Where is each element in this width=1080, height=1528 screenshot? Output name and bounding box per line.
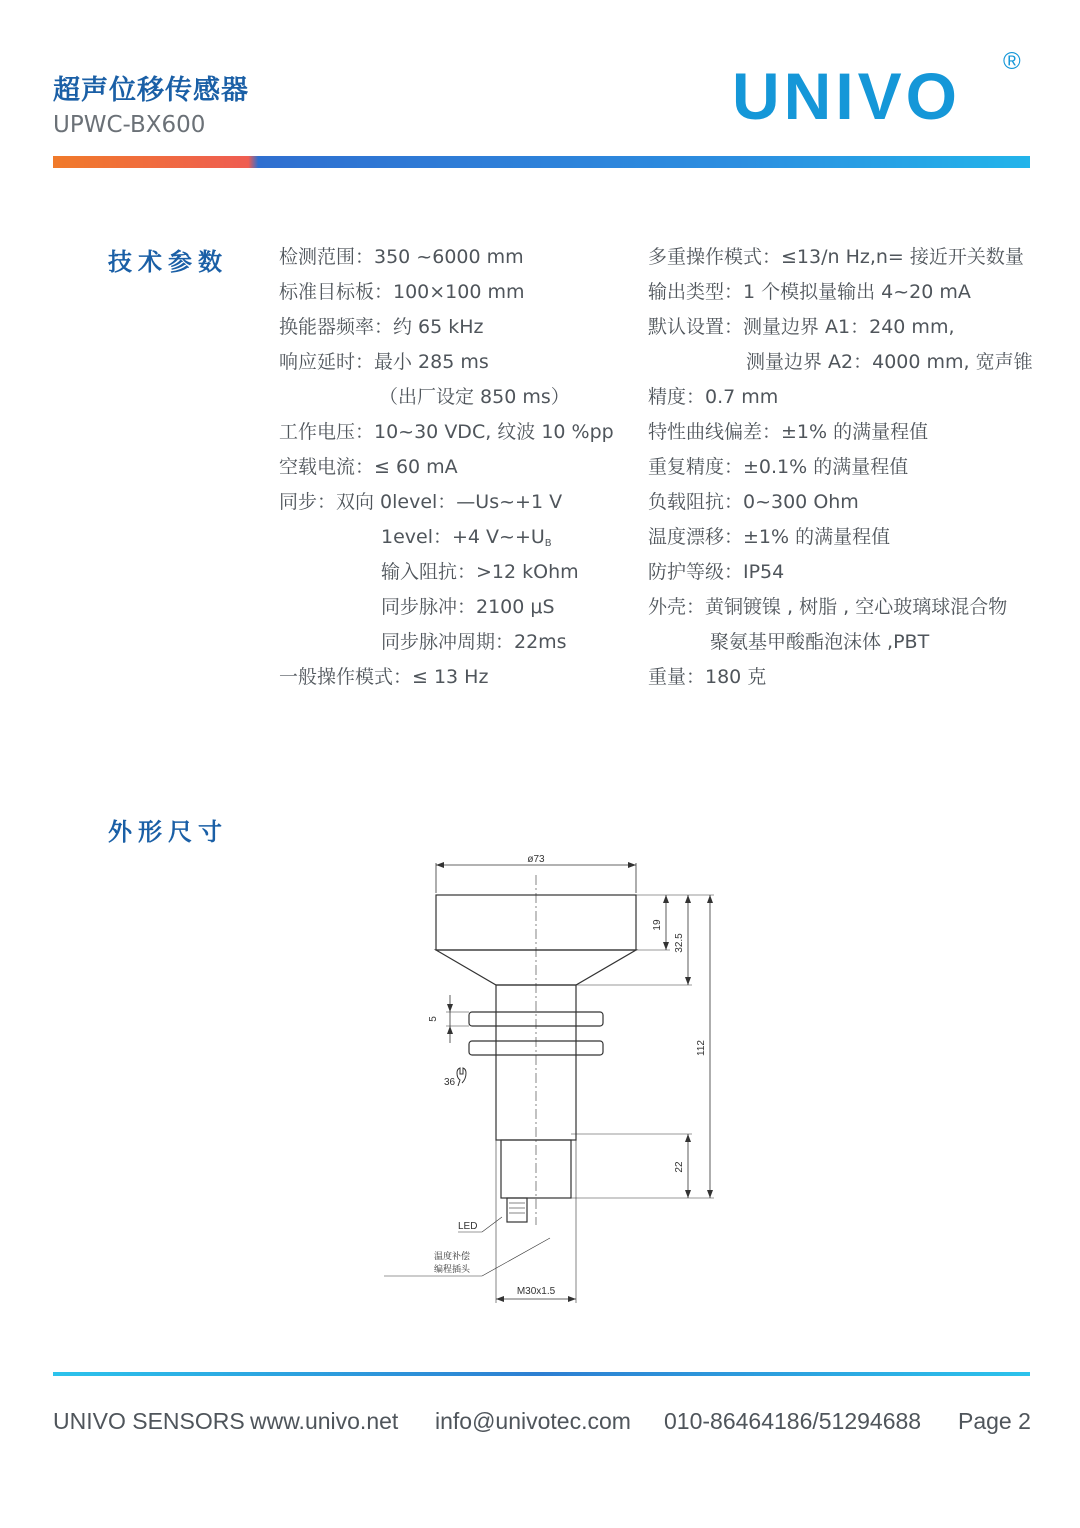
spec-target-plate: 标准目标板：100×100 mm [279, 281, 525, 303]
temp-compensation-label-1: 温度补偿 [434, 1251, 471, 1261]
spec-detection-range: 检测范围：350 ~6000 mm [279, 246, 524, 268]
spec-housing: 外壳：黄铜镀镍 , 树脂 , 空心玻璃球混合物 [648, 596, 1008, 618]
spec-sync-1level-text: 1evel：+4 V~+U [381, 526, 545, 548]
product-title: 超声位移传感器 [53, 75, 249, 106]
wrench-size-label: 36 [444, 1077, 456, 1088]
dimension-drawing [370, 845, 730, 1310]
sensor-head [436, 895, 636, 950]
brand-logo: UNIVO [732, 59, 962, 133]
spec-load-impedance: 负载阻抗：0~300 Ohm [648, 491, 859, 513]
spec-multiplex-mode: 多重操作模式：≤13/n Hz,n= 接近开关数量 [648, 246, 1024, 268]
dimensions-section-title: 外形尺寸 [108, 818, 228, 846]
temp-compensation-label-2: 编程插头 [434, 1264, 471, 1274]
spec-sync-pulse-period: 同步脉冲周期：22ms [381, 631, 567, 653]
spec-default-a1: 默认设置：测量边界 A1：240 mm, [648, 316, 955, 338]
spec-normal-mode: 一般操作模式：≤ 13 Hz [279, 666, 489, 688]
spec-response-delay: 响应延时：最小 285 ms [279, 351, 489, 373]
spec-sync-pulse: 同步脉冲：2100 μS [381, 596, 555, 618]
subscript-b: B [544, 538, 552, 549]
dim-5-label: 5 [428, 1016, 439, 1022]
spec-input-impedance: 输入阻抗：>12 kOhm [381, 561, 579, 583]
product-model: UPWC-BX600 [53, 112, 206, 138]
footer-gradient-bar [53, 1372, 1030, 1376]
footer-email[interactable]: info@univotec.com [435, 1408, 631, 1434]
led-label: LED [458, 1221, 478, 1232]
thread-label: M30x1.5 [516, 1286, 556, 1297]
spec-operating-voltage: 工作电压：10~30 VDC, 纹波 10 %pp [279, 421, 614, 443]
registered-mark: ® [1003, 48, 1021, 75]
spec-weight: 重量：180 克 [648, 666, 767, 688]
spec-no-load-current: 空载电流：≤ 60 mA [279, 456, 458, 478]
footer-page-number: Page 2 [958, 1408, 1031, 1434]
dim-112-label: 112 [696, 1040, 707, 1056]
footer-company: UNIVO SENSORS [53, 1408, 245, 1434]
header-gradient-bar [53, 156, 1030, 168]
wrench-icon [457, 1068, 466, 1086]
dim-32-5-label: 32.5 [674, 933, 685, 953]
spec-protection-class: 防护等级：IP54 [648, 561, 785, 583]
footer-phone: 010-86464186/51294688 [664, 1408, 922, 1434]
spec-sync-1level [279, 521, 614, 556]
dim-diameter-label: ø73 [527, 854, 545, 865]
spec-transducer-frequency: 换能器频率：约 65 kHz [279, 316, 484, 338]
spec-curve-deviation: 特性曲线偏差：±1% 的满量程值 [648, 421, 929, 443]
specs-left-column [279, 241, 614, 696]
spec-default-a2: 测量边界 A2：4000 mm, 宽声锥 [746, 351, 1033, 373]
spec-temperature-drift: 温度漂移：±1% 的满量程值 [648, 526, 891, 548]
dim-22-label: 22 [674, 1161, 685, 1173]
spec-output-type: 输出类型：1 个模拟量输出 4~20 mA [648, 281, 971, 303]
spec-accuracy: 精度：0.7 mm [648, 386, 779, 408]
dim-19-label: 19 [652, 919, 663, 931]
specs-right-column [648, 241, 1033, 696]
specs-section-title: 技术参数 [108, 248, 228, 276]
sensor-plug [507, 1198, 527, 1222]
spec-repeatability: 重复精度：±0.1% 的满量程值 [648, 456, 909, 478]
spec-housing-cont: 聚氨基甲酸酯泡沫体 ,PBT [710, 631, 930, 653]
spec-sync-0level: 同步：双向 0level：—Us~+1 V [279, 491, 563, 513]
footer-website[interactable]: www.univo.net [250, 1408, 399, 1434]
spec-factory-setting: （出厂设定 850 ms） [379, 386, 570, 408]
